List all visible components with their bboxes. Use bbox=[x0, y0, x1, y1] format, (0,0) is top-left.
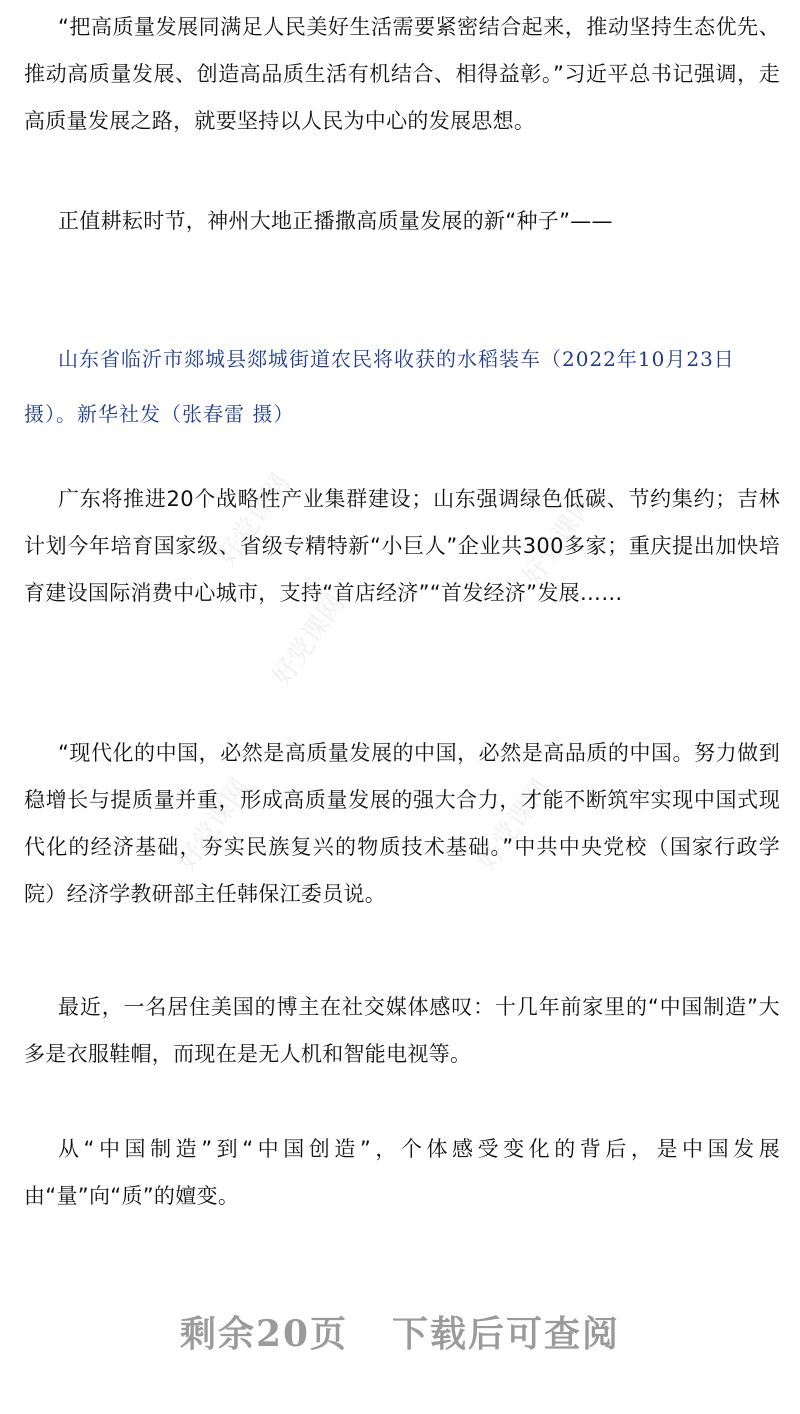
paragraph-blogger: 最近，一名居住美国的博主在社交媒体感叹：十几年前家里的“中国制造”大多是衣服鞋帽，而现在是无人机和智能电视等。 bbox=[24, 995, 780, 1066]
watermark: 好党课网 bbox=[266, 588, 352, 692]
watermark: 好党课网 bbox=[516, 488, 602, 592]
paragraph-expert-quote: “现代化的中国，必然是高质量发展的中国，必然是高品质的中国。努力做到稳增长与提质量并重，形成高质量发展的强大合力，才能不断筑牢实现中国式现代化的经济基础，夯实民族复兴的物质技术基础。”中共中央党校（国家行政学院）经济学教研部主任韩保江委员说。 bbox=[24, 741, 780, 906]
photo-caption: 山东省临沂市郯城县郯城街道农民将收获的水稻装车（2022年10月23日摄）。新华社发（张春雷 摄） bbox=[24, 347, 735, 426]
watermark: 好党课网 bbox=[171, 773, 257, 877]
remaining-pages-label: 剩余20页 bbox=[179, 1313, 349, 1355]
paragraph-regional-plans: 广东将推进20个战略性产业集群建设；山东强调绿色低碳、节约集约；吉林计划今年培育国家级、省级专精特新“小巨人”企业共300多家；重庆提出加快培育建设国际消费中心城市，支持“首店经济”“首发经济”发展…… bbox=[24, 487, 780, 605]
paragraph-seeds: 正值耕耘时节，神州大地正播撒高质量发展的新“种子”—— bbox=[58, 209, 613, 233]
paragraph-intro-quote: “把高质量发展同满足人民美好生活需要紧密结合起来，推动坚持生态优先、推动高质量发展、创造高品质生活有机结合、相得益彰。”习近平总书记强调，走高质量发展之路，就要坚持以人民为中心的发展思想。 bbox=[24, 15, 780, 133]
paragraph-made-to-created: 从“中国制造”到“中国创造”，个体感受变化的背后，是中国发展由“量”向“质”的嬗变。 bbox=[24, 1137, 780, 1208]
download-prompt[interactable] bbox=[0, 1306, 800, 1357]
watermark: 好党课网 bbox=[471, 773, 557, 877]
download-hint-label: 下载后可查阅 bbox=[392, 1313, 621, 1355]
watermark: 好党课网 bbox=[211, 468, 297, 572]
